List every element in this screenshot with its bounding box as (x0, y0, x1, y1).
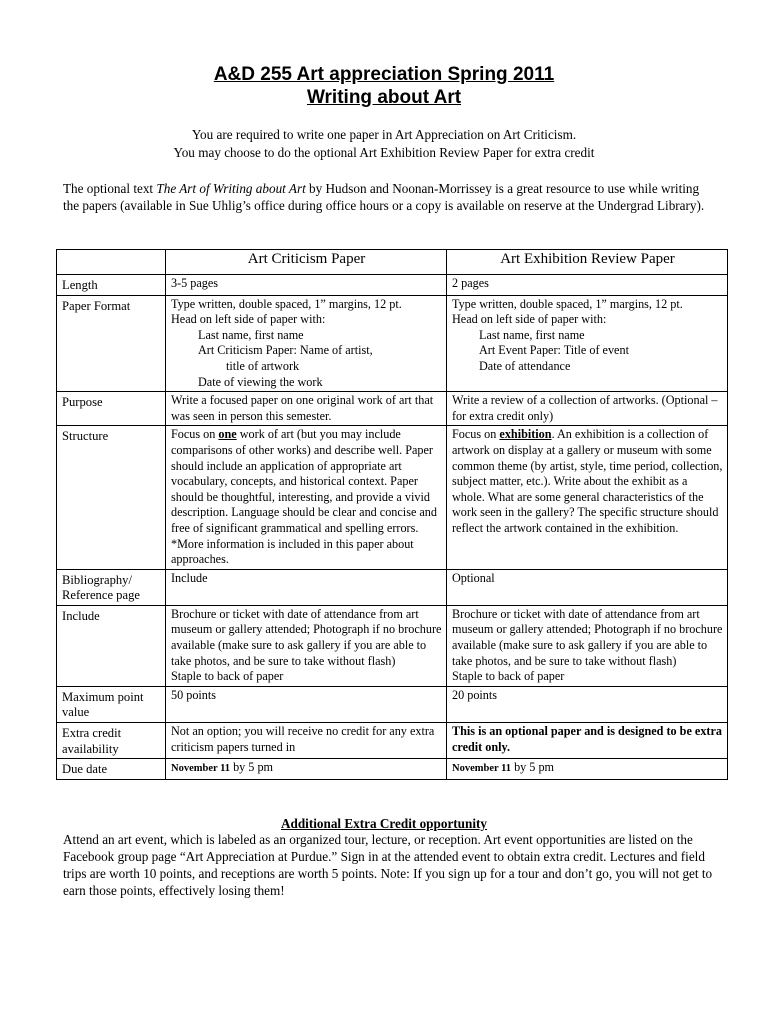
format-line: Type written, double spaced, 1” margins, 12 pt. (452, 296, 683, 311)
structure-text: Focus on (452, 427, 500, 442)
format-line: Head on left side of paper with: (452, 312, 607, 327)
criticism-max-points: 50 points (166, 686, 447, 722)
row-label-purpose: Purpose (57, 392, 166, 426)
table-row (57, 569, 728, 605)
format-line: Type written, double spaced, 1” margins, 12 pt. (171, 296, 402, 311)
structure-text: Focus on (171, 427, 219, 442)
table-row (57, 426, 728, 569)
optional-text-paragraph (63, 180, 713, 214)
header-criticism: Art Criticism Paper (166, 250, 447, 275)
table-row (57, 686, 728, 722)
exhibition-due-date (447, 759, 728, 780)
row-label-max-points: Maximum point value (57, 686, 166, 722)
table-row (57, 605, 728, 686)
structure-text: work of art (but you may include comparisons of other works) and describe well. Paper should include an application of appropriate art vocabulary, concepts, and historical context. Paper should be thoughtful, interesting, and provide a vivid description. Language should be clear and concise and free of significant grammatical and spelling errors. *More information is included in this paper about approaches. (171, 427, 437, 567)
intro-line-2: You may choose to do the optional Art Exhibition Review Paper for extra credit (173, 145, 595, 160)
due-time-value: by 5 pm (511, 760, 555, 775)
due-date-value: November 11 (171, 763, 231, 775)
table-row (57, 275, 728, 296)
optional-text-suffix: by Hudson and Noonan-Morrissey is a great resource to use while writing the papers (available in Sue Uhlig’s office during office hours or a copy is available on reserve at the Undergrad Library). (63, 181, 705, 213)
include-staple: Staple to back of paper (452, 669, 565, 684)
exhibition-length: 2 pages (447, 275, 728, 296)
optional-text-prefix: The optional text (63, 181, 157, 196)
row-label-bibliography: Bibliography/ Reference page (57, 569, 166, 605)
extra-credit-heading: Additional Extra Credit opportunity (280, 816, 488, 831)
header-empty-cell (57, 250, 166, 275)
header-exhibition: Art Exhibition Review Paper (447, 250, 728, 275)
criticism-format (166, 295, 447, 392)
format-line: Art Criticism Paper: Name of artist, (198, 343, 373, 358)
row-label-extra-credit: Extra credit availability (57, 723, 166, 759)
structure-emphasis: exhibition (499, 427, 552, 442)
criticism-include (166, 605, 447, 686)
due-date-value: November 11 (452, 763, 512, 775)
due-time-value: by 5 pm (230, 760, 274, 775)
row-label-length: Length (57, 275, 166, 296)
exhibition-structure (447, 426, 728, 569)
row-label-due-date: Due date (57, 759, 166, 780)
table-row (57, 392, 728, 426)
structure-text: . An exhibition is a collection of artwork on display at a gallery or museum with some common theme (by artist, style, time period, collection, subject matter, etc.). Write about the exhibit as a whole. What are some general characteristics of the work seen in the gallery? The specific structure should reflect the artwork contained in the exhibition. (452, 427, 723, 535)
structure-emphasis: one (218, 427, 237, 442)
extra-credit-paragraph: Attend an art event, which is labeled as an organized tour, lecture, or reception. Art event opportunities are listed on the Facebook group page “Art Appreciation at Purdue.” Sign in at the attended event to obtain extra credit. Lectures and field trips are worth 10 points, and receptions are worth 5 points. Note: If you sign up for a tour and don’t go, you will not get to earn those points, effectively losing them! (63, 832, 713, 898)
exhibition-max-points: 20 points (447, 686, 728, 722)
exhibition-purpose: Write a review of a collection of artworks. (Optional – for extra credit only) (447, 392, 728, 426)
include-text: Brochure or ticket with date of attendance from art museum or gallery attended; Photograph if no brochure available (make sure to ask gallery if you are able to take photos, and be sure to take without flash) (452, 606, 723, 668)
row-label-include: Include (57, 605, 166, 686)
format-line: Date of attendance (479, 358, 571, 373)
exhibition-include (447, 605, 728, 686)
include-text: Brochure or ticket with date of attendance from art museum or gallery attended; Photograph if no brochure available (make sure to ask gallery if you are able to take photos, and be sure to take without flash) (171, 606, 442, 668)
criticism-purpose: Write a focused paper on one original work of art that was seen in person this semester. (166, 392, 447, 426)
page-title: A&D 255 Art appreciation Spring 2011 (213, 64, 555, 85)
table-header-row (57, 250, 728, 275)
criticism-length: 3-5 pages (166, 275, 447, 296)
table-row (57, 295, 728, 392)
row-label-format: Paper Format (57, 295, 166, 392)
criticism-bibliography: Include (166, 569, 447, 605)
criticism-structure (166, 426, 447, 569)
exhibition-bibliography: Optional (447, 569, 728, 605)
criticism-due-date (166, 759, 447, 780)
book-title: The Art of Writing about Art (156, 181, 306, 196)
row-label-structure: Structure (57, 426, 166, 569)
format-line: Art Event Paper: Title of event (479, 343, 629, 358)
format-line: title of artwork (226, 358, 300, 373)
page-subtitle: Writing about Art (306, 87, 462, 108)
exhibition-extra-credit: This is an optional paper and is designed to be extra credit only. (447, 723, 728, 759)
intro-line-1: You are required to write one paper in Art Appreciation on Art Criticism. (191, 127, 577, 142)
format-line: Date of viewing the work (198, 374, 323, 389)
exhibition-format (447, 295, 728, 392)
format-line: Last name, first name (198, 327, 304, 342)
comparison-table (56, 249, 728, 780)
table-row (57, 723, 728, 759)
format-line: Head on left side of paper with: (171, 312, 326, 327)
table-row (57, 759, 728, 780)
include-staple: Staple to back of paper (171, 669, 284, 684)
format-line: Last name, first name (479, 327, 585, 342)
criticism-extra-credit: Not an option; you will receive no credit for any extra criticism papers turned in (166, 723, 447, 759)
